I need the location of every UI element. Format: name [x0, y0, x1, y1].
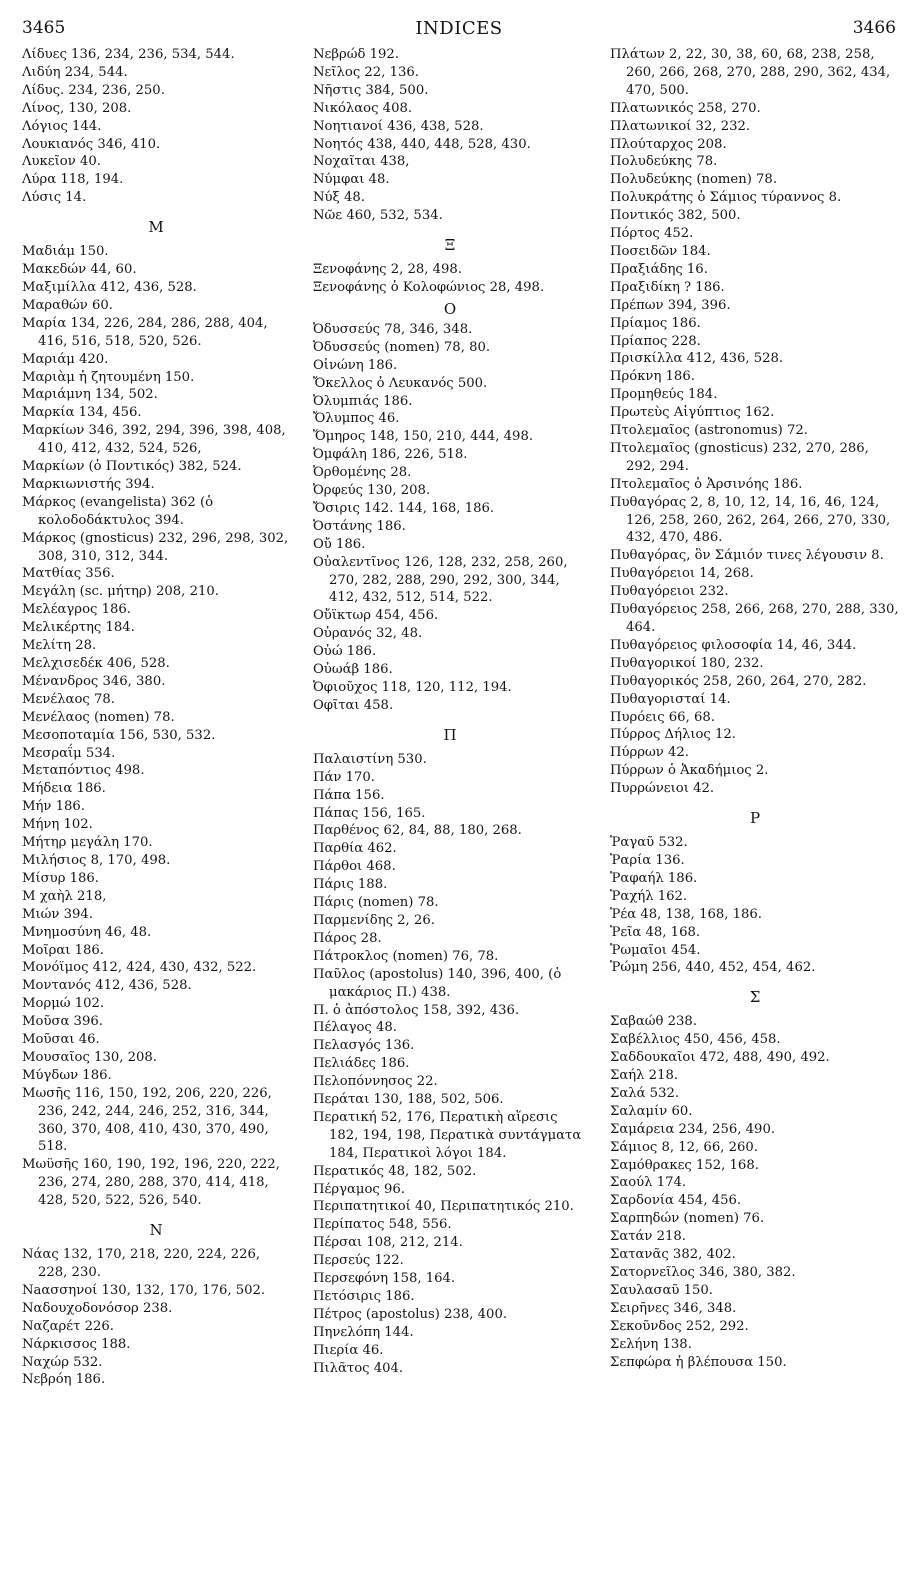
index-entry: Πιερία 46. [313, 1342, 384, 1358]
index-entry: Ῥώμη 256, 440, 452, 454, 462. [610, 960, 816, 976]
index-entry: Οφῖται 458. [313, 697, 394, 713]
index-entry: Μαρκιωνιστής 394. [22, 476, 155, 492]
index-entry: Πρόκνη 186. [610, 369, 695, 385]
index-entry: Πάπας 156, 165. [313, 805, 426, 821]
index-entry: Ξενοφάνης 2, 28, 498. [313, 262, 463, 278]
index-entry: Περιπατητικοί 40, Περιπατητικός 210. [313, 1199, 574, 1215]
index-entry: Μοῖραι 186. [22, 942, 104, 958]
index-entry: Λίδυς. 234, 236, 250. [22, 82, 165, 98]
index-group [610, 1013, 900, 1371]
index-entry: Λύρα 118, 194. [22, 172, 124, 188]
index-entry: Μαριάμνη 134, 502. [22, 387, 158, 403]
index-entry: Πάρθοι 468. [313, 859, 396, 875]
index-entry: Λυκεῖον 40. [22, 154, 101, 170]
index-entry: Μελικέρτης 184. [22, 620, 135, 636]
index-entry: Πηνελόπη 144. [313, 1324, 414, 1340]
index-entry: Μ χαὴλ 218, [22, 888, 107, 904]
index-entry: Πελασγός 136. [313, 1038, 415, 1054]
index-entry: Ὀστάνης 186. [313, 518, 406, 534]
index-entry: Μύγδων 186. [22, 1067, 112, 1083]
section-letter: Π [443, 725, 457, 744]
index-entry: Μενέλαος 78. [22, 691, 115, 707]
index-entry: Μεσραΐμ 534. [22, 745, 116, 761]
index-entry: Σαρδονία 454, 456. [610, 1193, 742, 1209]
index-group [313, 321, 587, 715]
index-entry: Μαρκίων (ὁ Ποντικός) 382, 524. [22, 459, 242, 475]
index-entry: Μήν 186. [22, 799, 85, 815]
index-entry: Ὀφιοῦχος 118, 120, 112, 194. [313, 680, 512, 695]
index-entry: Μεταπόντιος 498. [22, 763, 145, 779]
index-entry: Νεβρόη 186. [22, 1372, 106, 1388]
index-entry: Ὀλυμπιάς 186. [313, 393, 413, 409]
index-entry: Μιών 394. [22, 906, 93, 922]
index-entry: Ῥωμαῖοι 454. [610, 942, 701, 958]
section-letter: Σ [749, 988, 761, 1007]
section-letter: P [749, 809, 761, 828]
index-entry: Ὄσιρις 142. 144, 168, 186. [313, 500, 495, 516]
page-header [22, 18, 896, 42]
index-entry: Νικόλαος 408. [313, 100, 413, 116]
index-entry: Οὐαλεντῖνος 126, 128, 232, 258, 260, 270, 282, 288, 290, 292, 300, 344, 412, 432, 512, 514, 522. [313, 554, 568, 606]
section-letter: N [149, 1221, 163, 1240]
index-entry: Λίνος, 130, 208. [22, 100, 132, 116]
index-entry: Πρίαπος 228. [610, 333, 701, 349]
index-entry: Μαδιάμ 150. [22, 244, 109, 260]
index-entry: Μορμώ 102. [22, 996, 105, 1012]
index-entry: Παρμενίδης 2, 26. [313, 912, 435, 928]
index-group [22, 243, 290, 1210]
index-entry: Μαρκίων 346, 392, 294, 396, 398, 408, 410, 412, 432, 524, 526, [22, 423, 286, 457]
index-entry: Μνημοσύνη 46, 48. [22, 924, 152, 940]
index-entry: Παῦλος (apostolus) 140, 396, 400, (ὁ μακάριος Π.) 438. [313, 966, 562, 1000]
index-group [313, 46, 587, 225]
index-entry: Σαμόθρακες 152, 168. [610, 1157, 759, 1173]
index-entry: Νεῖλος 22, 136. [313, 64, 419, 80]
index-entry: Πέτρος (apostolus) 238, 400. [313, 1306, 508, 1322]
index-entry: Περσεύς 122. [313, 1253, 404, 1269]
index-entry: Περίπατος 548, 556. [313, 1217, 452, 1233]
index-entry: Ναζαρέτ 226. [22, 1318, 114, 1334]
index-entry: Πύρρων ὁ Ἀκαδήμιος 2. [610, 763, 769, 779]
index-entry: Μάρκος (gnosticus) 232, 296, 298, 302, 308, 310, 312, 344. [22, 530, 289, 564]
index-entry: Ποντικός 382, 500. [610, 208, 741, 224]
index-entry: Ῥεῖα 48, 168. [610, 924, 701, 940]
index-entry: Ὀδυσσεύς 78, 346, 348. [313, 321, 473, 337]
index-entry: Μοῦσα 396. [22, 1014, 103, 1030]
index-entry: Πέλαγος 48. [313, 1020, 397, 1036]
index-entry: Νaασσηνοί 130, 132, 170, 176, 502. [22, 1282, 266, 1298]
index-entry: Οἰνώνη 186. [313, 357, 398, 373]
index-entry: Περάται 130, 188, 502, 506. [313, 1092, 504, 1108]
index-entry: Μαρκία 134, 456. [22, 405, 142, 421]
index-entry: Σατορνεῖλος 346, 380, 382. [610, 1265, 796, 1280]
index-entry: Μαξιμίλλα 412, 436, 528. [22, 279, 197, 295]
index-entry: Πραξιάδης 16. [610, 261, 708, 277]
index-entry: Πυρόεις 66, 68. [610, 709, 715, 725]
index-entry: Νῶε 460, 532, 534. [313, 208, 443, 224]
index-entry: Πυρρώνειοι 42. [610, 781, 715, 797]
index-entry: Μεγάλη (sc. μήτηρ) 208, 210. [22, 584, 219, 600]
index-entry: Ὀρθομένης 28. [313, 465, 412, 481]
index-entry: Π. ὁ ἀπόστολος 158, 392, 436. [313, 1002, 520, 1018]
index-entry: Μάρκος (evangelista) 362 (ὁ κολοδοδάκτυλος 394. [22, 494, 214, 528]
index-entry: Ὄκελλος ὁ Λευκανός 500. [313, 375, 488, 391]
index-entry: Πραξιδίκη ? 186. [610, 279, 725, 295]
index-entry: Μήδεια 186. [22, 781, 106, 797]
index-entry: Μαριάμ 420. [22, 351, 109, 367]
index-group [22, 46, 290, 207]
index-entry: Ποσειδῶν 184. [610, 243, 711, 259]
index-entry: Παλαιστίνη 530. [313, 751, 427, 767]
index-entry: Μίσυρ 186. [22, 870, 100, 886]
index-entry: Οὐωάβ 186. [313, 662, 393, 678]
index-entry: Πλατωνικός 258, 270. [610, 100, 761, 116]
index-group [22, 1246, 290, 1389]
index-entry: Πυθαγόρειοι 232. [610, 584, 729, 600]
index-entry: Σειρῆνες 346, 348. [610, 1300, 737, 1316]
index-entry: Ὄλυμπος 46. [313, 411, 400, 427]
index-entry: Οὔ 186. [313, 536, 366, 552]
index-entry: Πλάτων 2, 22, 30, 38, 60, 68, 238, 258, 260, 266, 268, 270, 288, 290, 362, 434, 470, 500. [610, 47, 891, 98]
index-entry: Ῥέα 48, 138, 168, 186. [610, 906, 762, 922]
index-entry: Πτολεμαῖος ὁ Ἀρσινόης 186. [610, 476, 803, 492]
index-entry: Πελοπόννησος 22. [313, 1074, 438, 1090]
index-entry: Ὅμηρος 148, 150, 210, 444, 498. [313, 429, 534, 445]
index-entry: Παρθία 462. [313, 841, 397, 857]
index-entry: Σεπφώρα ἡ βλέπουσα 150. [610, 1354, 787, 1370]
index-entry: Πυθαγόρας 2, 8, 10, 12, 14, 16, 46, 124, 126, 258, 260, 262, 264, 266, 270, 330, 432, 470, 486. [610, 494, 891, 546]
index-entry: Μωσῆς 116, 150, 192, 206, 220, 226, 236, 242, 244, 246, 252, 316, 344, 360, 370, 408, 410, 430, 370, 490, 518. [22, 1085, 272, 1155]
index-column-2 [313, 46, 587, 1378]
index-entry: Μακεδών 44, 60. [22, 262, 137, 278]
index-entry: Ὀμφάλη 186, 226, 518. [313, 447, 468, 463]
index-entry: Μαραθών 60. [22, 297, 113, 313]
page-number-right: 3466 [852, 18, 896, 38]
index-entry: Πυθαγορικός 258, 260, 264, 270, 282. [610, 673, 867, 689]
index-entry: Οὐρανός 32, 48. [313, 626, 423, 642]
index-entry: Πάν 170. [313, 769, 375, 785]
index-entry: Μωϋσῆς 160, 190, 192, 196, 220, 222, 236, 274, 280, 288, 370, 414, 418, 428, 520, 522, 526, 540. [22, 1157, 280, 1209]
index-entry: Πολυκράτης ὁ Σάμιος τύραννος 8. [610, 190, 842, 206]
index-entry: Πυθαγορισταί 14. [610, 691, 731, 707]
index-entry: Μήνη 102. [22, 817, 93, 833]
index-entry: Οὔϊκτωρ 454, 456. [313, 608, 439, 624]
section-letter: O [443, 299, 457, 318]
index-entry: Σαβέλλιος 450, 456, 458. [610, 1032, 781, 1048]
index-entry: Πυθαγόρειος φιλοσοφία 14, 46, 344. [610, 637, 857, 653]
index-entry: Μιλήσιος 8, 170, 498. [22, 852, 171, 868]
index-entry: Νύμφαι 48. [313, 172, 390, 188]
index-entry: Μενέλαος (nomen) 78. [22, 709, 175, 725]
index-entry: Πλούταρχος 208. [610, 136, 727, 152]
index-entry: Σαβαώθ 238. [610, 1014, 698, 1030]
index-entry: Σαήλ 218. [610, 1068, 679, 1084]
index-entry: Σαλά 532. [610, 1085, 680, 1101]
index-entry: Πυθαγόρας, ὃν Σάμιόν τινες λέγουσιν 8. [610, 548, 884, 564]
index-entry: Σάμιος 8, 12, 66, 260. [610, 1139, 758, 1155]
index-entry: Νῆστις 384, 500. [313, 82, 429, 98]
index-entry: Σαούλ 174. [610, 1175, 687, 1191]
index-entry: Μουσαῖος 130, 208. [22, 1049, 157, 1065]
index-entry: Πυθαγόρειοι 14, 268. [610, 566, 754, 582]
index-entry: Ὀρφεύς 130, 208. [313, 483, 431, 499]
running-title: INDICES [415, 18, 503, 39]
index-entry: Λίδυες 136, 234, 236, 534, 544. [22, 47, 235, 62]
index-entry: Πάρος 28. [313, 930, 382, 946]
index-entry: Λιδύη 234, 544. [22, 64, 128, 80]
index-entry: Μονόϊμος 412, 424, 430, 432, 522. [22, 960, 257, 976]
index-entry: Περατικός 48, 182, 502. [313, 1163, 477, 1179]
index-entry: Σαυλασαῦ 150. [610, 1282, 713, 1298]
index-group [610, 46, 900, 798]
index-entry: Μαριὰμ ἡ ζητουμένη 150. [22, 369, 195, 385]
index-entry: Μήτηρ μεγάλη 170. [22, 835, 153, 851]
index-entry: Πιλᾶτος 404. [313, 1360, 404, 1376]
index-entry: Πελιάδες 186. [313, 1056, 410, 1072]
index-entry: Πόρτος 452. [610, 226, 694, 242]
index-entry: Περατική 52, 176, Περατικὴ αἵρεσις 182, 194, 198, Περατικὰ συντάγματα 184, Περατικοὶ λόγοι 184. [313, 1109, 582, 1161]
index-entry: Πρισκίλλα 412, 436, 528. [610, 351, 784, 367]
index-group [610, 834, 900, 977]
index-entry: Νάας 132, 170, 218, 220, 224, 226, 228, 230. [22, 1247, 261, 1280]
index-entry: Νάρκισσος 188. [22, 1336, 131, 1352]
page-number-left: 3465 [22, 18, 66, 38]
index-entry: Ξενοφάνης ὁ Κολοφώνιος 28, 498. [313, 279, 545, 295]
index-entry: Μελχισεδέκ 406, 528. [22, 656, 170, 671]
index-group [313, 261, 587, 297]
index-entry: Ῥαγαῦ 532. [610, 835, 688, 851]
index-entry: Σατανᾶς 382, 402. [610, 1247, 736, 1263]
section-letter: M [148, 218, 164, 237]
index-entry: Πολυδεύκης 78. [610, 154, 718, 170]
index-entry: Πύρρος Δήλιος 12. [610, 727, 736, 743]
index-entry: Πέρσαι 108, 212, 214. [313, 1235, 463, 1251]
index-entry: Ῥαχήλ 162. [610, 888, 688, 904]
index-entry: Ῥαρία 136. [610, 852, 685, 868]
index-entry: Νοχαῖται 438, [313, 154, 410, 170]
section-letter: Ξ [444, 236, 456, 255]
index-entry: Σαμάρεια 234, 256, 490. [610, 1121, 776, 1137]
index-entry: Πάρις (nomen) 78. [313, 895, 439, 911]
index-entry: Λουκιανός 346, 410. [22, 136, 161, 152]
index-entry: Πάτροκλος (nomen) 76, 78. [313, 948, 499, 964]
index-entry: Μοῦσαι 46. [22, 1032, 100, 1048]
index-entry: Μένανδρος 346, 380. [22, 673, 166, 689]
index-entry: Ναδουχοδονόσορ 238. [22, 1300, 173, 1316]
index-entry: Πυθαγορικοί 180, 232. [610, 655, 764, 671]
index-entry: Σαλαμίν 60. [610, 1103, 693, 1119]
index-column-3 [610, 46, 900, 1371]
index-entry: Πέργαμος 96. [313, 1181, 405, 1197]
index-entry: Πλατωνικοί 32, 232. [610, 118, 751, 134]
index-entry: Μεσοποταμία 156, 530, 532. [22, 727, 216, 743]
index-entry: Πρίαμος 186. [610, 315, 701, 331]
index-entry: Ῥαφαήλ 186. [610, 870, 698, 886]
index-entry: Μελίτη 28. [22, 638, 97, 654]
index-entry: Περσεφόνη 158, 164. [313, 1271, 456, 1287]
index-entry: Παρθένος 62, 84, 88, 180, 268. [313, 823, 522, 839]
index-entry: Πύρρων 42. [610, 745, 689, 761]
index-entry: Ματθίας 356. [22, 566, 115, 582]
index-entry: Πρέπων 394, 396. [610, 297, 731, 313]
index-entry: Ναχώρ 532. [22, 1354, 103, 1370]
index-column-1 [22, 46, 290, 1389]
index-entry: Λύσις 14. [22, 190, 87, 206]
index-entry: Προμηθεύς 184. [610, 387, 718, 403]
index-entry: Πετόσιρις 186. [313, 1289, 415, 1304]
index-entry: Σεκοῦνδος 252, 292. [610, 1318, 749, 1334]
index-entry: Νεβρώδ 192. [313, 47, 399, 62]
index-entry: Πυθαγόρειος 258, 266, 268, 270, 288, 330, 464. [610, 602, 899, 635]
index-entry: Πτολεμαῖος (gnosticus) 232, 270, 286, 292, 294. [610, 440, 869, 474]
index-entry: Ὀδυσσεύς (nomen) 78, 80. [313, 339, 491, 355]
index-entry: Σελήνη 138. [610, 1336, 692, 1352]
index-entry: Σαδδουκαῖοι 472, 488, 490, 492. [610, 1050, 830, 1066]
index-entry: Νύξ 48. [313, 190, 365, 206]
index-entry: Πτολεμαῖος (astronomus) 72. [610, 423, 808, 439]
index-entry: Νοητιανοί 436, 438, 528. [313, 118, 484, 134]
index-entry: Μαρία 134, 226, 284, 286, 288, 404, 416, 516, 518, 520, 526. [22, 315, 268, 349]
index-group [313, 751, 587, 1378]
index-entry: Οὐώ 186. [313, 644, 377, 660]
index-entry: Πάρις 188. [313, 877, 388, 893]
index-entry: Πάπα 156. [313, 787, 385, 803]
index-entry: Πολυδεύκης (nomen) 78. [610, 172, 778, 188]
index-entry: Πρωτεὺς Αἰγύπτιος 162. [610, 405, 775, 421]
index-entry: Μοντανός 412, 436, 528. [22, 978, 192, 994]
index-entry: Λόγιος 144. [22, 118, 102, 134]
index-entry: Σαρπηδών (nomen) 76. [610, 1211, 765, 1227]
index-entry: Μελέαγρος 186. [22, 602, 131, 618]
index-entry: Σατάν 218. [610, 1229, 687, 1245]
index-entry: Νοητός 438, 440, 448, 528, 430. [313, 136, 531, 152]
